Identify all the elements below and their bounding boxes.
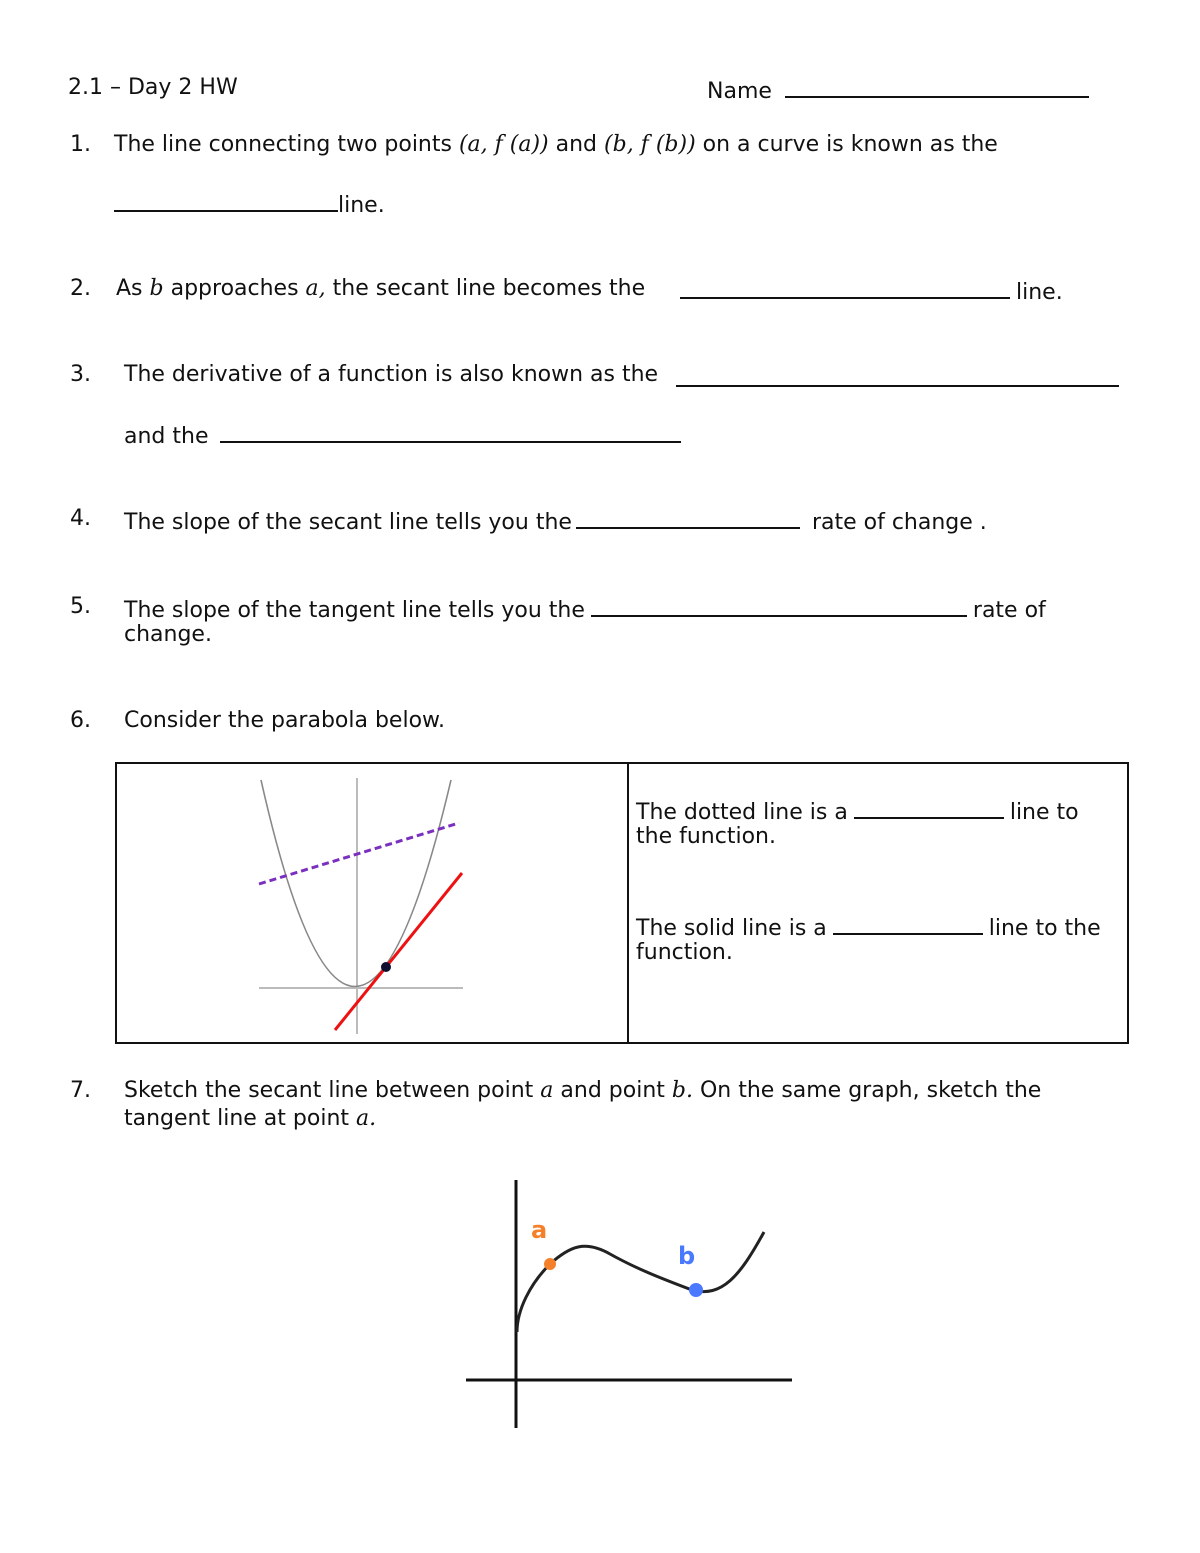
solid-text-b: line to the [988,916,1101,941]
q2-text-d: line. [1016,280,1063,305]
q2-end [680,275,1063,307]
q2-number: 2. [70,276,91,301]
name-blank[interactable] [785,74,1089,98]
q7-text-b: and point [553,1078,672,1103]
solid-text-c: function. [636,940,733,965]
q3-text-b: and the [124,424,209,449]
q6-number: 6. [70,708,91,733]
q2-blank[interactable] [680,275,1010,299]
solid-text-a: The solid line is a [636,916,827,941]
q1-text [114,131,998,159]
q3-line1 [124,361,658,389]
q6-text: Consider the parabola below. [124,708,445,733]
q3-text-a: The derivative of a function is also known as the [124,362,659,387]
q2-text-a: As [116,276,150,301]
worksheet-title: 2.1 – Day 2 HW [68,75,238,100]
dotted-text-c: the function. [636,824,776,849]
point-b-label: b [678,1242,696,1270]
q5-text-c: change. [124,622,212,647]
point-b-marker [689,1283,703,1297]
q7-text-c: On the same graph, sketch the [692,1078,1042,1103]
q1-text-d: line. [338,193,385,218]
q5-number: 5. [70,594,91,619]
sketch-graph [460,1172,800,1434]
dotted-secant-line [259,823,459,884]
q4-number: 4. [70,506,91,531]
q2-text-c: the secant line becomes the [325,276,646,301]
q1-blank[interactable] [114,188,338,212]
dotted-blank[interactable] [854,795,1004,819]
parabola-graph [117,764,625,1042]
q5-line1 [124,593,1046,625]
name-label-text: Name [707,79,772,104]
q3-blank-1[interactable] [676,363,1119,387]
solid-blank[interactable] [833,911,983,935]
q7-line1 [124,1077,1041,1105]
dotted-text-b: line to [1009,800,1079,825]
q7-text-d: tangent line at point [124,1106,357,1131]
q2-text [116,275,645,303]
q2-var-b: b [149,276,164,301]
point-a-marker [544,1258,556,1270]
q5-blank[interactable] [591,593,967,617]
q4-text-b: rate of change . [811,510,987,535]
q6-table [115,762,1129,1044]
dotted-text-a: The dotted line is a [636,800,848,825]
q1-number: 1. [70,132,91,157]
q7-var-a: a [540,1078,554,1103]
q3-blank-2[interactable] [220,419,681,443]
table-divider [627,764,629,1042]
solid-tangent-line [335,873,462,1030]
q4-blank[interactable] [576,505,800,529]
q7-number: 7. [70,1078,91,1103]
sketch-curve [517,1232,764,1332]
q1-point-b: (b, f (b)) [604,132,696,157]
q7-var-b: b. [671,1078,693,1103]
point-a-label: a [531,1216,548,1244]
q7-line2 [124,1105,376,1133]
q1-text-a: The line connecting two points [114,132,459,157]
q2-var-a: a, [305,276,326,301]
q4-line [124,505,987,537]
q3-line2 [124,419,681,451]
q7-var-a2: a. [356,1106,377,1131]
q7-text-a: Sketch the secant line between point [124,1078,541,1103]
q1-line2 [114,188,385,220]
q2-text-b: approaches [163,276,306,301]
name-label [707,74,1089,106]
q4-text-a: The slope of the secant line tells you the [124,510,572,535]
q1-point-a: (a, f (a)) [458,132,549,157]
q3-number: 3. [70,362,91,387]
q1-text-b: and [548,132,605,157]
q5-text-b: rate of [972,598,1046,623]
q1-text-c: on a curve is known as the [695,132,998,157]
q5-text-a: The slope of the tangent line tells you the [124,598,585,623]
tangent-point [381,962,391,972]
